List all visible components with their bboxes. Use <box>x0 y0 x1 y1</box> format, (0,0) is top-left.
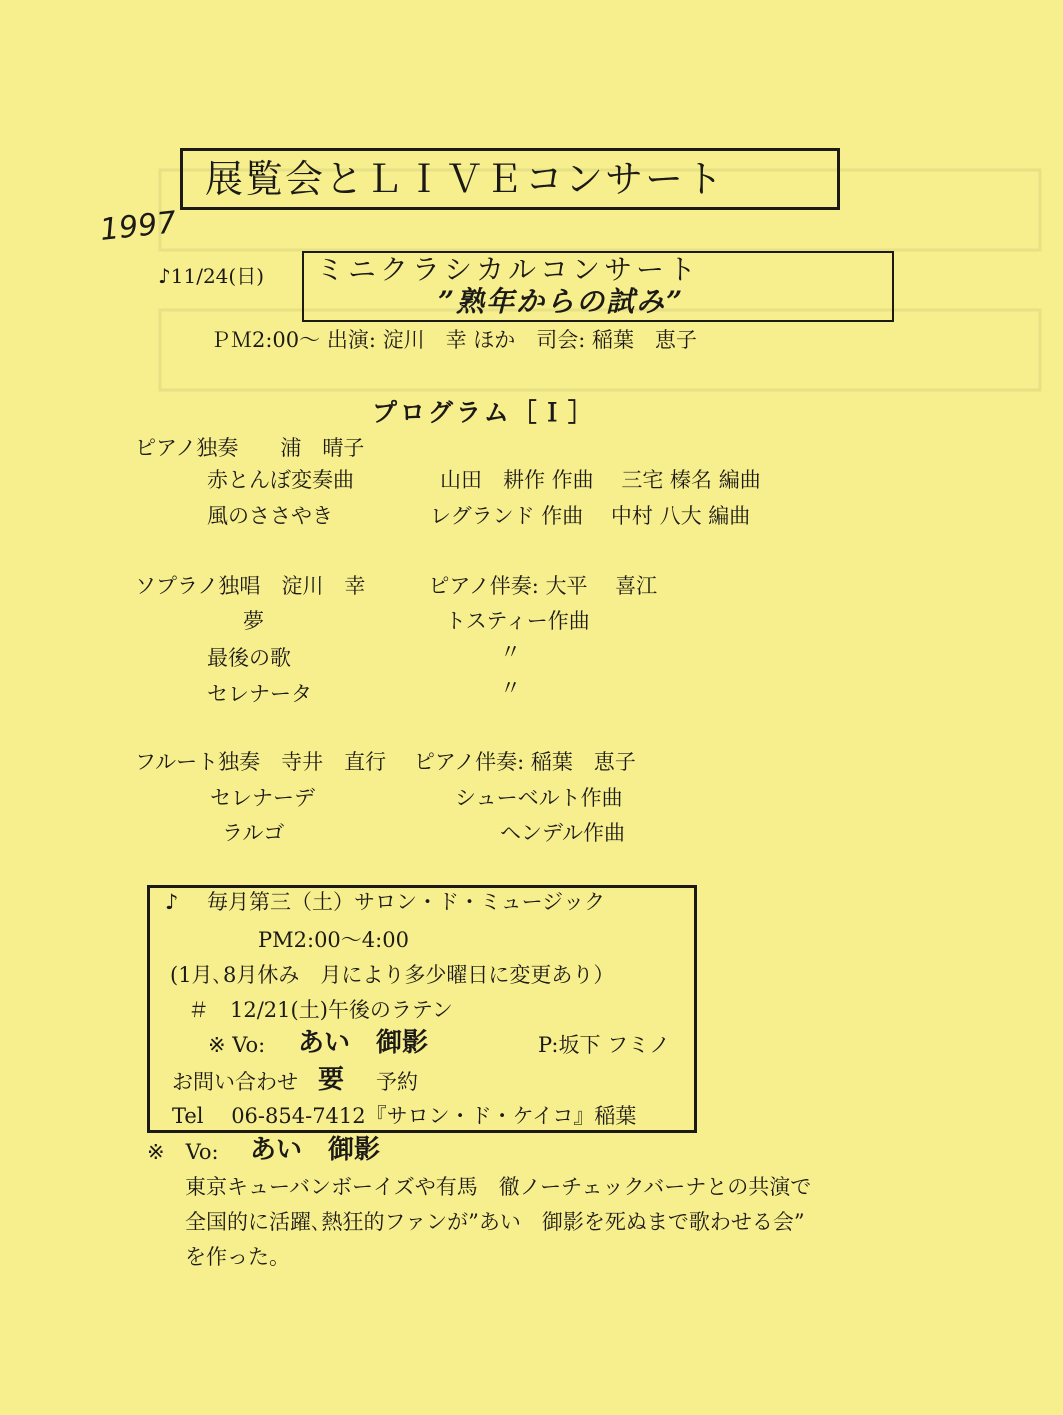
piece-credit: 山田 耕作 作曲 三宅 榛名 編曲 <box>440 468 761 492</box>
salon-schedule: 毎月第三（土）サロン・ド・ミュージック <box>207 890 606 914</box>
piece-title: セレナーデ <box>210 786 315 810</box>
inquiry-label: お問い合わせ <box>172 1070 298 1094</box>
piece-credit: シューベルト作曲 <box>455 786 623 810</box>
salon-pianist: P:坂下 フミノ <box>538 1033 671 1057</box>
salon-time: PM2:00～4:00 <box>258 928 409 952</box>
program-heading: プログラム［Ｉ］ <box>372 398 596 427</box>
inquiry-reserve: 予約 <box>376 1070 418 1094</box>
ditto-mark: 〃 <box>500 676 521 700</box>
piece-credit: ヘンデル作曲 <box>500 821 625 845</box>
piece-title: 赤とんぼ変奏曲 <box>207 468 354 492</box>
piece-credit: トスティー作曲 <box>445 609 590 633</box>
salon-note: (1月､8月休み 月により多少曜日に変更あり） <box>170 963 615 987</box>
concert-subtitle: ”熟年からの試み” <box>438 285 685 318</box>
handwritten-year: 1997 <box>98 205 178 248</box>
footnote-line: 東京キューバンボーイズや有馬 徹ノーチェックバーナとの共演で <box>185 1175 812 1199</box>
piece-title: 風のささやき <box>207 504 333 528</box>
salon-vo-prefix: ※ Vo: <box>208 1033 266 1057</box>
music-note-icon: ♪ <box>165 890 179 914</box>
soprano-performer: ソプラノ独唱 淀川 幸 ピアノ伴奏: 大平 喜江 <box>135 574 658 598</box>
contact-phone: Tel 06-854-7412『サロン・ド・ケイコ』稲葉 <box>172 1104 637 1128</box>
concert-details: ＰＭ2:00～ 出演: 淀川 幸 ほか 司会: 稲葉 恵子 <box>210 328 698 352</box>
piece-title: 最後の歌 <box>207 646 291 670</box>
inquiry-required: 要 <box>318 1065 345 1095</box>
piece-credit: レグランド 作曲 中村 八大 編曲 <box>430 504 751 528</box>
piece-title: ラルゴ <box>222 821 285 845</box>
concert-date: ♪11/24(日) <box>158 264 265 288</box>
salon-vo-name: あい 御影 <box>298 1028 429 1058</box>
piano-performer: ピアノ独奏 浦 晴子 <box>135 436 365 460</box>
footnote-prefix: ※ Vo: <box>147 1140 219 1164</box>
footnote-name: あい 御影 <box>250 1135 381 1165</box>
ditto-mark: 〃 <box>500 640 521 664</box>
salon-event: ＃ 12/21(土)午後のラテン <box>188 998 453 1022</box>
footnote-line: 全国的に活躍､熱狂的ファンが”あい 御影を死ぬまで歌わせる会” <box>185 1210 805 1234</box>
footnote-line: を作った。 <box>185 1245 290 1269</box>
concert-title: ミニクラシカルコンサート <box>316 253 701 286</box>
page-title: 展覧会とＬＩＶＥコンサート <box>205 157 726 201</box>
piece-title: セレナータ <box>207 682 312 706</box>
piece-title: 夢 <box>243 609 264 633</box>
flute-performer: フルート独奏 寺井 直行 ピアノ伴奏: 稲葉 恵子 <box>135 750 636 774</box>
